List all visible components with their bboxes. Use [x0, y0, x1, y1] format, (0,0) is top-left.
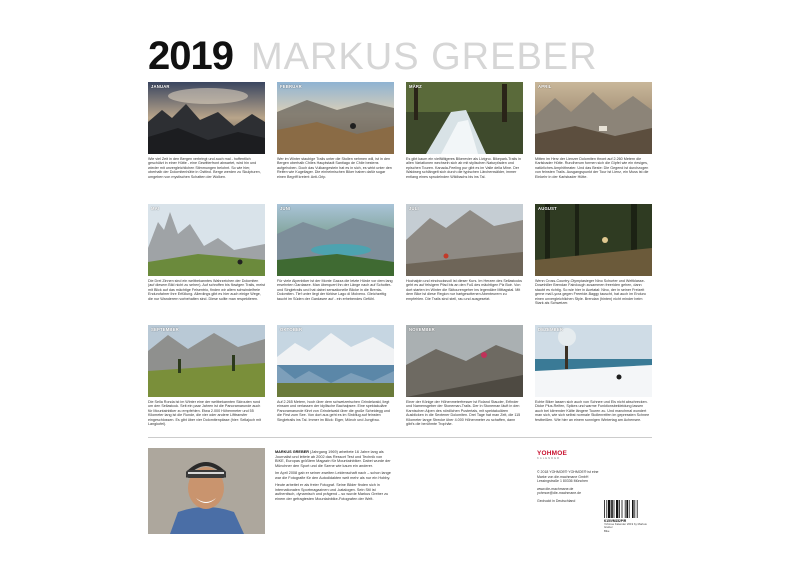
- month-photo: [148, 325, 265, 397]
- photographer-name: MARKUS GREBER: [250, 36, 598, 78]
- month-photo: [535, 82, 652, 154]
- month-card-april: [535, 82, 652, 201]
- month-label: MAI: [151, 206, 160, 211]
- month-label: NOVEMBER: [409, 327, 435, 332]
- barcode-description: [604, 523, 652, 533]
- month-card-januar: [148, 82, 265, 201]
- monte-gazza-image: [277, 204, 394, 276]
- sella-ronda-image: [148, 325, 265, 397]
- month-photo: [277, 82, 394, 154]
- section-divider: [148, 437, 652, 438]
- publisher-web: www.die-machmane.de: [537, 487, 574, 492]
- photographer-bio: [275, 450, 393, 504]
- month-photo: [406, 82, 523, 154]
- bio-paragraph-2: Im April 2008 gab er seiner zweiten Leidenschaft nach – schon lange war die Fotografie für den Autodidakten weit mehr als nur ein Hobby.: [275, 471, 391, 480]
- barcode-line-1: Yohmoe Kalender 2019 by Markus Greber: [604, 522, 647, 530]
- month-caption: Mitten im Herz der Lienzer Dolomiten thront auf 2.260 Metern die Karlsbader Hütte. Rundherum formen sich die Gipfel wie ein riesiges, natürliches Amphitheater. Und das Beste: Die Gegend ist durchzogen von feinsten Trails. Ausgangspunkt der Tour ist Lienz, ein Muss ist die Einkehr in der Karlsbader Hütte.: [535, 157, 649, 179]
- dolomite-storm-image: [148, 82, 265, 154]
- piz-boe-image: [406, 204, 523, 276]
- month-label: AUGUST: [538, 206, 557, 211]
- month-caption: Echte Biker lassen sich auch von Schnee und Eis nicht abschrecken. Dicke Plus-Reifen, Spikes und warme Funktionsbekleidung lassen auch bei klirrender Kälte längere Touren zu. Und manchmal wundert man sich, wie sich selbst normale Stollenreifen im gepressten Schnee festbeißen. Wie hier an einem sonnigen Wintertag am Achensee.: [535, 400, 650, 422]
- publisher-address: © 2018 YOHMOE® YOHMOE® ist eine Marke von die.machmane GmbH Lessingstraße 1 80336 München: [537, 470, 599, 483]
- month-caption: Auf 2.265 Metern, hoch über dem schweizerischen Grindelwald, liegt einsam und verlassen der idyllische Bachalpsee. Eine spektakuläre Panoramarunde führt von Grindelwald über die große Scheidegg und die First zum See. Von dort aus geht es im Sinkflug auf feinsten Singletrails ins Tal. Immer im Blick: Eiger, Mönch und Jungfrau.: [277, 400, 390, 422]
- month-photo: [148, 204, 265, 276]
- month-card-februar: [277, 82, 394, 201]
- month-caption: Wer im Winter staubige Trails unter die Stollen nehmen will, ist in den Bergen oberhalb Chiles Hauptstadt Santiago de Chile bestens aufgehoben. Doch das Vulkangestein hat es in sich, es wirkt unter den Reifen wie Kugellager. Die einheimischen Biker haben dafür sogar einen Begriff kreiert: Anti-Grip.: [277, 157, 392, 179]
- month-caption: Wenn Cross-Country-Olympiasieger Nino Schurter und Weltklasse-Downhiller Brendan Fairclough zusammen freeriden gehen, dann staubt es richtig. So wie hier in Acetatal: Nino, der in seiner Freizeit gerne mal Lycra gegen Freeride-Baggy tauscht, hat auch im Enduro einen unvergleichlichen Style. Brendan (hinten) nicht minder beim Stark als Schweizer.: [535, 279, 646, 306]
- publisher-contact: [537, 487, 599, 495]
- month-card-dezember: [535, 325, 652, 444]
- month-label: FEBRUAR: [280, 84, 302, 89]
- bio-name: MARKUS GREBER: [275, 450, 309, 454]
- month-card-august: [535, 204, 652, 323]
- month-photo: [148, 82, 265, 154]
- stoneman-rider-image: [406, 325, 523, 397]
- chile-trail-image: [277, 82, 394, 154]
- month-label: JUNI: [280, 206, 291, 211]
- month-card-juni: [277, 204, 394, 323]
- logo-subtitle: KALENDER: [537, 456, 561, 461]
- photographer-portrait: [148, 448, 265, 534]
- printed-note: Gedruckt in Deutschland: [537, 499, 576, 504]
- month-label: JANUAR: [151, 84, 170, 89]
- achensee-winter-image: [535, 325, 652, 397]
- month-card-september: [148, 325, 265, 444]
- month-photo: [535, 204, 652, 276]
- bio-paragraph-1: [275, 450, 393, 468]
- bachalpsee-image: [277, 325, 394, 397]
- barcode-line-2: Bike: [604, 528, 610, 533]
- bio-paragraph-3: Heute arbeitet er als freier Fotograf. Seine Bilder finden sich in internationalen Sportmagazinen und -katalogen. Sein Stil ist authentisch, dynamisch und prägend – so wurde Markus Greber zu einem der gefragtesten Mountainbike-Fotografen der Welt.: [275, 483, 389, 501]
- month-caption: Die Drei Zinnen sind ein weltbekanntes Wahrzeichen der Dolomiten (auf diesem Bild nicht zu sehen). Auf schroffen bis flowigen Trails, meist mit Blick auf das mächtige Felsentrio, finden wir allem schwindelfreie Endurofahrer ihre Erfüllung. Allerdings gibt es hier auch einige Wege, die nur Wanderern vorbehalten sind. Diese sollte man respektieren.: [148, 279, 265, 301]
- publisher-info: [537, 452, 599, 508]
- month-caption: Für viele Alpenbiker ist der Monte Gazza die letzte Hürde vor dem lang ersehnten Gardasee. Man überquert ihn der Länge nach auf Schotter- und Singletrails und hat dabei sensationelle Blicke in die Brenta-Dolomiten. Tief unter liegt der türkise Lago di Molveno. Gleichzeitig taucht im Süden der Gardasee auf - ein erhebendes Gefühl.: [277, 279, 393, 301]
- barcode-icon: [604, 500, 652, 518]
- month-caption: Wie viel Zeit in den Bergen verbringt und auch mal - hoffentlich geschützt in einer Hütte - eine Gewitterfront abwartet, wird hin und wieder mit unvergleichlichen Stimmungen belohnt. So wie hier, oberhalb der Dolomitenhütte in Osttirol. Berge werden zu Skulpturen, umgeben von mystischen Schatten der Wolken.: [148, 157, 261, 179]
- month-card-mai: [148, 204, 265, 323]
- month-caption: Einer der Könige der Höhenmeterfresser ist Roland Stauder, Erfinder und Namensgeber der Stoneman-Trails. Der in Stoneman läuft in den Karnischen Alpen des nördlichen Pustertals, mit spektakulären Ausblicken in die Sextener Dolomiten. Drei Tage hat man Zeit, die 115 Kilometer lange Strecke über 4.000 Höhenmeter zu schaffen, dann gibt's die berühmte Trophäe.: [406, 400, 521, 427]
- barcode-code: K15/VM152P/R: [604, 519, 627, 523]
- month-caption: Die Sella Ronda ist im Winter eine der weltbekannten Skirouten rund um den Sellastock. Seit ein paar Jahren ist die Panoramarunde auch für Mountainbiker zu empfehlen. Etwa 2.000 Höhenmeter und 55 Kilometer lang ist die Runde, die vier oder andere Lifttransfer eingeschlossen. Es gibt über vier Dolomitenpässe (hier: Sellajoch mit Langkofel).: [148, 400, 261, 427]
- karlsbader-huette-image: [535, 82, 652, 154]
- yohmoe-logo: YOHMOE: [537, 450, 568, 457]
- month-label: SEPTEMBER: [151, 327, 179, 332]
- month-label: DEZEMBER: [538, 327, 564, 332]
- month-label: OKTOBER: [280, 327, 303, 332]
- calendar-year: 2019: [148, 34, 233, 78]
- calendar-title: [148, 34, 598, 78]
- publisher-email: yohmoe@die-machmane.de: [537, 491, 582, 496]
- month-photo: [535, 325, 652, 397]
- month-photo: [277, 325, 394, 397]
- month-caption: Hochalpin und eindrucksvoll ist dieser Kurs. Im Herzen des Sellastocks geht es auf felsigem Pfad bis an den Fuß des mächtigen Piz Boè. Von dort starten im Winter die Skitourengeher ins legendäre Mittagstal. Mit dem Bike ist diese Region nur hartgesottenen Abenteurern zu empfehlen. Die Trails sind steil, rau und ausgesetzt.: [406, 279, 523, 301]
- drei-zinnen-image: [148, 204, 265, 276]
- month-caption: Es gibt kaum ein vielfältigeres Bikerevier als Livigno. Bikepark-Trails in allen Variationen wechseln sich ab mit stylischen Naturpfaden und epischen Touren. Kanada-Feeling pur gibt es im Valle della Mine. Der Waldweg schlängelt sich durch die typischen Lärchenwälder, immer entlang eines sprudelnden Wildbachs bis ins Tal.: [406, 157, 522, 179]
- month-card-maerz: [406, 82, 523, 201]
- month-card-november: [406, 325, 523, 444]
- month-photo: [406, 325, 523, 397]
- bio-text-1: (Jahrgang 1969) arbeitete 16 Jahre lang als Journalist und leitete ab 2002 das Ressort Test und Technik von BIKE, Europas größtem Magazin für Mountainbiker. Dabei wurde der Münchner den Sport und die Szene wie kaum ein anderer.: [275, 450, 391, 468]
- month-label: MÄRZ: [409, 84, 422, 89]
- month-card-juli: [406, 204, 523, 323]
- livigno-creek-image: [406, 82, 523, 154]
- month-label: JULI: [409, 206, 419, 211]
- month-photo: [406, 204, 523, 276]
- month-label: APRIL: [538, 84, 552, 89]
- barcode-block: [604, 500, 652, 533]
- month-card-oktober: [277, 325, 394, 444]
- portrait-image: [148, 448, 265, 534]
- forest-riders-image: [535, 204, 652, 276]
- month-photo: [277, 204, 394, 276]
